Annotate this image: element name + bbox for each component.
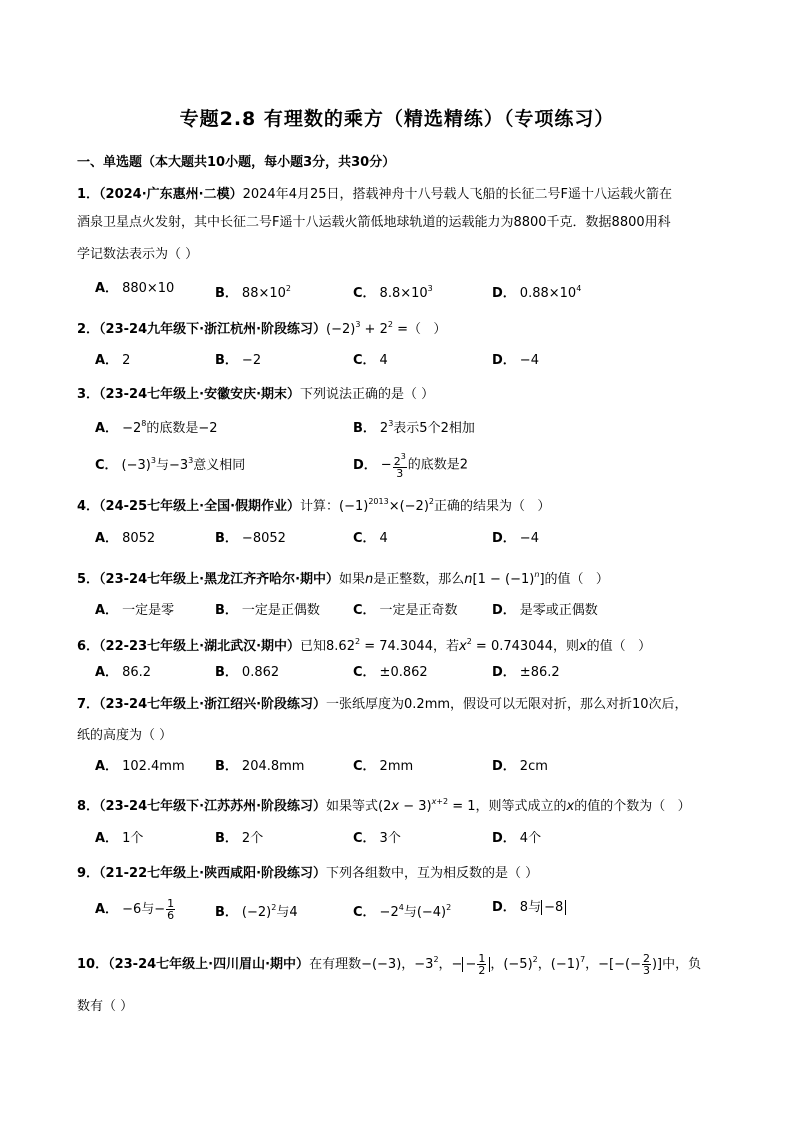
question-7-options — [0, 757, 794, 777]
question-1-text-line-1: 2024年4月25日，搭载神舟十八号载人飞船的长征二号F遥十八运载火箭在 — [242, 187, 672, 202]
option-d[interactable]: D． 8与 −8 — [492, 898, 566, 918]
option-b[interactable]: B． 204.8mm — [215, 759, 305, 774]
fraction: $\frac{1}{6}$ — [167, 897, 175, 922]
option-d[interactable]: D． $0.88\times 10^4$ — [492, 284, 582, 301]
option-b[interactable]: B． $(-2)^2$与4 — [215, 903, 298, 920]
option-c[interactable]: C． 一定是正奇数 — [353, 603, 458, 618]
question-8-options — [0, 829, 794, 849]
option-a[interactable]: A． 一定是零 — [95, 603, 175, 618]
question-6: 6．（22-23七年级上·湖北武汉·期中）已知$8.62^2 = 74.3044$，若$x^2 = 0.743044$，则x的值（ ） — [77, 637, 652, 654]
question-6-options — [0, 663, 794, 683]
question-1-text-line-3: 学记数法表示为（ ） — [77, 247, 199, 262]
option-c[interactable]: C． 2mm — [353, 759, 414, 774]
fraction: $\frac{2^3}{3}$ — [393, 452, 406, 480]
question-1: 1．（2024·广东惠州·二模）2024年4月25日，搭载神舟十八号载人飞船的长征二号F遥十八运载火箭在 — [77, 187, 672, 202]
option-c[interactable]: C． 4 — [353, 353, 388, 368]
question-3-options-row-1 — [0, 414, 794, 434]
option-a[interactable]: A． 86.2 — [95, 665, 152, 680]
question-5: 5．（23-24七年级上·黑龙江齐齐哈尔·期中）如果n是正整数，那么$n[1 - (-1)^n]$的值（ ） — [77, 570, 609, 587]
option-d[interactable]: D． −4 — [492, 353, 539, 368]
section-heading: 一、单选题（本大题共10小题，每小题3分，共30分） — [77, 155, 396, 170]
question-1-options — [0, 279, 794, 299]
question-3: 3．（23-24七年级上·安徽安庆·期末）下列说法正确的是（ ） — [77, 387, 435, 402]
option-a[interactable]: A． 8052 — [95, 531, 156, 546]
option-d[interactable]: D． ±86.2 — [492, 665, 560, 680]
option-a[interactable]: A． 2 — [95, 353, 131, 368]
option-d[interactable]: D． 4个 — [492, 831, 542, 846]
question-10-text-line-2: 数有（ ） — [77, 999, 134, 1014]
option-d[interactable]: D． 是零或正偶数 — [492, 603, 598, 618]
option-b[interactable]: B． $2^3$表示5个2相加 — [353, 419, 475, 436]
option-d[interactable]: D． −4 — [492, 531, 539, 546]
question-7-text-line-2: 纸的高度为（ ） — [77, 728, 173, 743]
question-10: 10．（23-24七年级上·四川眉山·期中）在有理数−(−3)，$-3^2$，− − $\frac{1}{2}$ ，$(-5)^2$，$(-1)^7$，−[−(− $\frac{2}{3}$ )]中，负 — [77, 952, 702, 977]
question-7: 7．（23-24七年级上·浙江绍兴·阶段练习）一张纸厚度为0.2mm，假设可以无限对折，那么对折10次后， — [77, 697, 688, 712]
option-c[interactable]: C． ±0.862 — [353, 665, 428, 680]
question-4-options — [0, 529, 794, 549]
option-b[interactable]: B． $88\times 10^2$ — [215, 284, 291, 301]
question-9-options — [0, 897, 794, 922]
option-d[interactable]: D． 2cm — [492, 759, 548, 774]
question-1-text-line-2: 酒泉卫星点火发射，其中长征二号F遥十八运载火箭低地球轨道的运载能力为8800千克．数据8800用科 — [77, 215, 671, 230]
option-c[interactable]: C． 3个 — [353, 831, 401, 846]
option-a[interactable]: A． $-2^8$的底数是−2 — [95, 419, 218, 436]
option-b[interactable]: B． 一定是正偶数 — [215, 603, 320, 618]
option-c[interactable]: C． $8.8\times 10^3$ — [353, 284, 433, 301]
option-c[interactable]: C． $-2^4$与$(-4)^2$ — [353, 903, 452, 920]
fraction: $\frac{2}{3}$ — [642, 952, 650, 977]
option-b[interactable]: B． 0.862 — [215, 665, 280, 680]
option-c[interactable]: C． 4 — [353, 531, 388, 546]
question-2-options — [0, 351, 794, 371]
option-b[interactable]: B． −2 — [215, 353, 262, 368]
question-3-options-row-2 — [0, 451, 794, 480]
option-d[interactable]: D． − $\frac{2^3}{3}$ 的底数是2 — [353, 452, 469, 480]
option-a[interactable]: A． 1个 — [95, 831, 144, 846]
option-b[interactable]: B． −8052 — [215, 531, 286, 546]
option-a[interactable]: A． −6与− $\frac{1}{6}$ — [95, 897, 175, 922]
option-b[interactable]: B． 2个 — [215, 831, 264, 846]
option-a[interactable]: A． 880×10 — [95, 281, 175, 296]
option-c[interactable]: C． $(-3)^3$与$-3^3$意义相同 — [95, 456, 246, 473]
question-5-options — [0, 601, 794, 621]
question-4: 4．（24-25七年级上·全国·假期作业）计算：$(-1)^{2013}\times(-2)^2$正确的结果为（ ） — [77, 497, 551, 514]
question-9: 9．（21-22七年级上·陕西咸阳·阶段练习）下列各组数中，互为相反数的是（ ） — [77, 866, 539, 881]
option-a[interactable]: A． 102.4mm — [95, 759, 185, 774]
page-title: 专题2.8 有理数的乘方（精选精练）（专项练习） — [179, 108, 615, 130]
question-8: 8．（23-24七年级下·江苏苏州·阶段练习）如果等式$(2x - 3)^{x+2} = 1$，则等式成立的x的值的个数为（ ） — [77, 797, 691, 814]
fraction: $\frac{1}{2}$ — [478, 952, 486, 977]
question-2: 2．（23-24九年级下·浙江杭州·阶段练习）$(-2)^3 + 2^2$ =（ ） — [77, 320, 447, 337]
